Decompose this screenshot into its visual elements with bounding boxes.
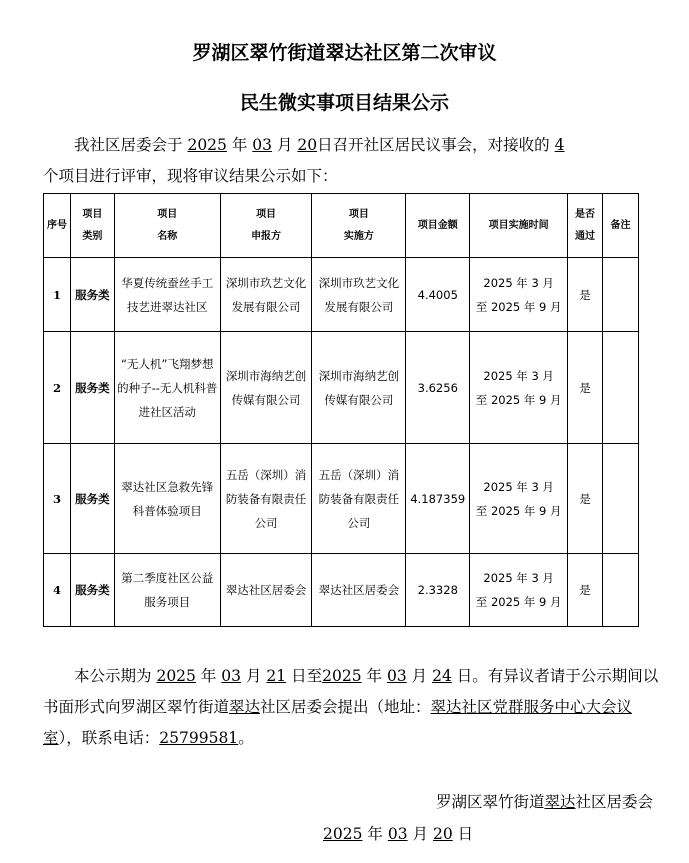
row-seq: 2 [44,332,71,444]
row-name: “无人机”飞翔梦想的种子--无人机科普进社区活动 [114,332,220,444]
intro-year: 2025 [187,136,227,154]
notice-start-month: 03 [221,667,242,685]
row-passed: 是 [568,258,603,332]
notice-paragraph [43,661,659,754]
header-text: 项目 [348,208,369,220]
row-period [470,258,568,332]
signature-date [323,822,473,844]
intro-text: 个项目进行评审，现将审议结果公示如下： [43,167,338,185]
header-period: 项目实施时间 [470,194,568,258]
row-category: 服务类 [70,332,114,444]
signature-text: 年 [367,825,383,843]
row-name: 翠达社区急救先锋科普体验项目 [114,444,220,554]
table-header-row [44,194,639,258]
intro-day: 20 [297,136,318,154]
period-start: 2025 年 3 月 [483,368,554,383]
row-period [470,332,568,444]
header-text: 申报方 [251,230,282,242]
signature-day: 20 [432,825,453,843]
row-category: 服务类 [70,554,114,627]
row-seq: 3 [44,444,71,554]
document-title-line2: 民生微实事项目结果公示 [239,92,449,114]
row-remark [603,444,639,554]
notice-text: 本公示期为 [74,667,152,685]
row-amount: 3.6256 [406,332,470,444]
notice-text: ），联系电话： [58,729,160,747]
period-end: 至 2025 年 9 月 [475,595,562,609]
row-remark [603,332,639,444]
row-remark [603,258,639,332]
signature-month: 03 [387,825,408,843]
row-passed: 是 [568,332,603,444]
signature-text: 月 [412,825,429,843]
row-seq: 1 [44,258,71,332]
row-amount: 4.4005 [406,258,470,332]
notice-text: 月 [245,667,262,685]
header-text: 项目 [82,208,103,220]
header-category [70,194,114,258]
results-table [43,193,639,627]
notice-text: 。 [238,729,254,747]
header-text: 是否 [575,208,596,220]
period-end: 至 2025 年 9 月 [475,392,562,407]
notice-text: 社区居委会提出（地址： [260,698,431,716]
intro-text: 月 [276,136,293,154]
signature-year: 2025 [323,825,363,843]
signature-text: 社区居委会 [575,793,653,811]
notice-address: 翠达社区党群服务中心大会议室 [43,698,633,747]
row-amount: 2.3328 [406,554,470,627]
row-remark [603,554,639,627]
row-seq: 4 [44,554,71,627]
intro-count: 4 [554,136,565,154]
notice-end-year: 2025 [322,667,362,685]
intro-month: 03 [252,136,273,154]
period-start: 2025 年 3 月 [483,571,554,585]
header-seq: 序号 [44,194,71,258]
header-passed [568,194,603,258]
row-category: 服务类 [70,258,114,332]
notice-text: 年 [200,667,217,685]
notice-phone: 25799581 [159,729,239,747]
header-text: 类别 [82,230,103,242]
period-end: 至 2025 年 9 月 [475,299,562,314]
signature-text: 罗湖区翠竹街道 [435,793,545,811]
table-row [44,444,639,554]
header-text: 名称 [157,230,178,242]
intro-text: 年 [231,136,248,154]
notice-text: 日。有异议者请于公示期间以书面形式向罗湖区翠竹街道 [43,667,659,716]
row-name: 第二季度社区公益服务项目 [114,554,220,627]
notice-start-day: 21 [266,667,287,685]
intro-text: 日召开社区居民议事会，对接收的 [317,136,550,154]
row-applicant: 翠达社区居委会 [220,554,312,627]
row-amount: 4.187359 [406,444,470,554]
document-title-line1: 罗湖区翠竹街道翠达社区第二次审议 [192,42,497,64]
row-implementer: 翠达社区居委会 [312,554,406,627]
signature-text: 翠达 [544,793,576,811]
header-text: 项目 [157,208,178,220]
header-amount: 项目金额 [406,194,470,258]
header-name [114,194,220,258]
header-text: 实施方 [343,230,374,242]
notice-end-day: 24 [432,667,452,685]
row-period [470,444,568,554]
row-passed: 是 [568,554,603,627]
signature-text: 日 [457,825,474,843]
header-text: 项目 [256,208,277,220]
row-name: 华夏传统蚕丝手工技艺进翠达社区 [114,258,220,332]
row-implementer: 深圳市玖艺文化发展有限公司 [312,258,406,332]
row-category: 服务类 [70,444,114,554]
header-text: 通过 [575,230,596,242]
notice-text: 月 [411,667,428,685]
table-row [44,332,639,444]
header-applicant [220,194,312,258]
header-implementer [312,194,406,258]
notice-org-short: 翠达 [229,698,261,716]
notice-text: 年 [366,667,383,685]
table-row [44,258,639,332]
table-row [44,554,639,627]
notice-text: 日至 [291,667,323,685]
row-implementer: 五岳（深圳）消防装备有限责任公司 [312,444,406,554]
notice-start-year: 2025 [156,667,196,685]
period-start: 2025 年 3 月 [483,479,554,494]
row-implementer: 深圳市海纳艺创传媒有限公司 [312,332,406,444]
intro-text: 我社区居委会于 [74,136,183,154]
period-end: 至 2025 年 9 月 [475,503,562,518]
row-applicant: 五岳（深圳）消防装备有限责任公司 [220,444,312,554]
row-applicant: 深圳市玖艺文化发展有限公司 [220,258,312,332]
intro-paragraph [43,130,659,192]
period-start: 2025 年 3 月 [483,275,554,290]
notice-end-month: 03 [386,667,407,685]
header-remark: 备注 [603,194,639,258]
row-applicant: 深圳市海纳艺创传媒有限公司 [220,332,312,444]
signature-org [436,790,653,812]
row-period [470,554,568,627]
row-passed: 是 [568,444,603,554]
